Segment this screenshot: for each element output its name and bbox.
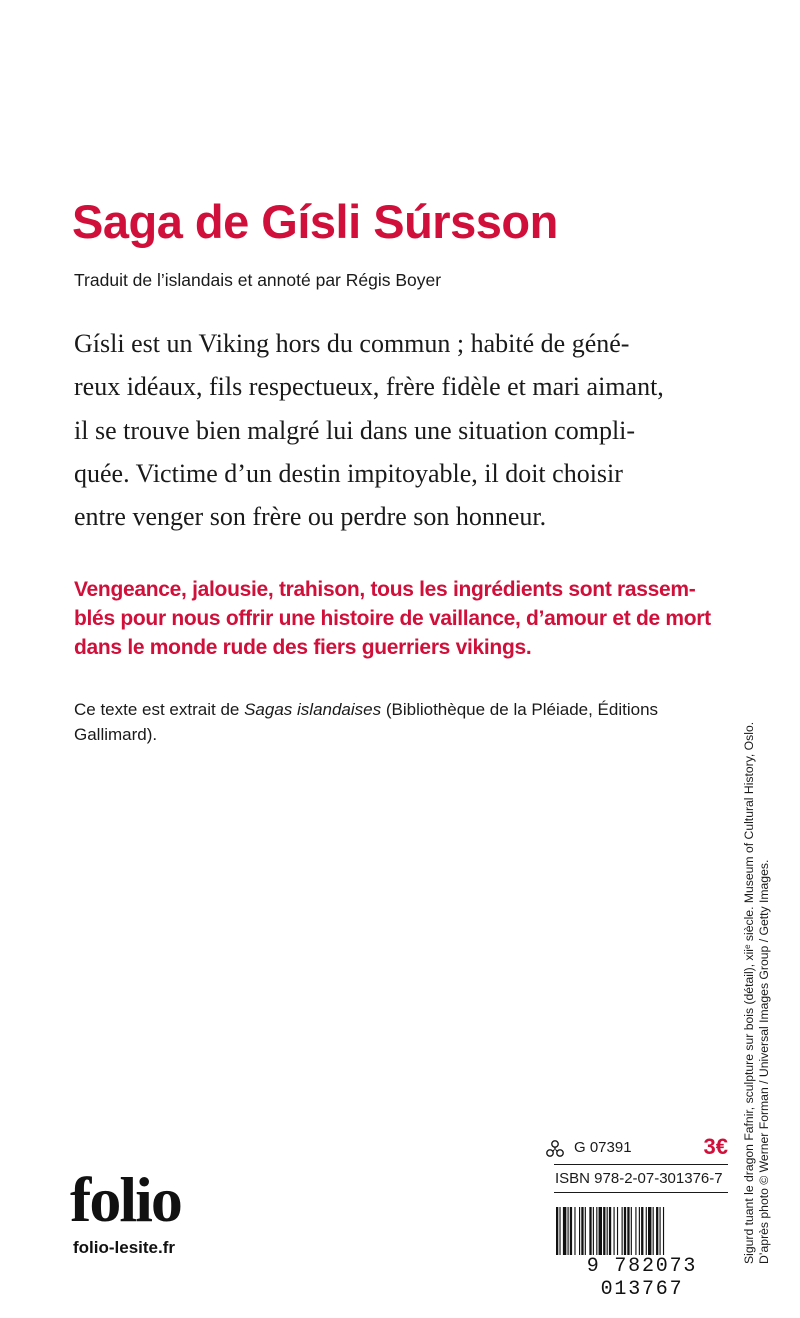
barcode-digits: 9 782073 013767 [554,1255,730,1301]
divider [554,1164,728,1165]
summary-paragraph [74,322,734,538]
tagline-line: dans le monde rude des fiers guerriers vikings. [74,636,532,659]
tagline-line: blés pour nous offrir une histoire de vaillance, d’amour et de mort [74,607,711,630]
source-note-work-title: Sagas islandaises [244,700,382,719]
cover-credit-line: D’après photo © Werner Forman / Universal Images Group / Getty Images. [757,859,771,1264]
summary-line: reux idéaux, fils respectueux, frère fidèle et mari aimant, [74,372,664,402]
publisher-website: folio-lesite.fr [73,1238,176,1257]
folio-logo: folio [70,1164,181,1235]
source-note-line-2: Gallimard). [74,725,158,744]
folio-emblem-icon [544,1138,566,1160]
source-note-line-1 [74,697,734,722]
isbn-number: ISBN 978-2-07-301376-7 [555,1170,723,1187]
source-note-suffix: (Bibliothèque de la Pléiade, Éditions [381,700,659,719]
summary-line: Gísli est un Viking hors du commun ; habité de géné- [74,329,630,358]
cover-credit-line: Sigurd tuant le dragon Fafnir, sculpture sur bois (détail), xiiᵉ siècle. Museum of Cultural History, Oslo. [742,721,756,1264]
catalog-code: G 07391 [574,1139,632,1156]
tagline-line: Vengeance, jalousie, trahison, tous les ingrédients sont rassem- [74,578,696,601]
summary-line: entre venger son frère ou perdre son honneur. [74,502,547,532]
source-note-prefix: Ce texte est extrait de [74,700,245,719]
book-title: Saga de Gísli Súrsson [72,195,558,248]
summary-line: il se trouve bien malgré lui dans une situation compli- [74,415,636,445]
summary-line: quée. Victime d’un destin impitoyable, il doit choisir [74,458,623,488]
translator-line: Traduit de l’islandais et annoté par Régis Boyer [74,270,442,290]
price-code-row [542,1135,728,1165]
source-note [74,697,734,747]
cover-credit [742,722,772,1264]
tagline-paragraph [74,575,734,662]
divider [554,1192,728,1193]
price-tag: 3€ [703,1134,728,1159]
